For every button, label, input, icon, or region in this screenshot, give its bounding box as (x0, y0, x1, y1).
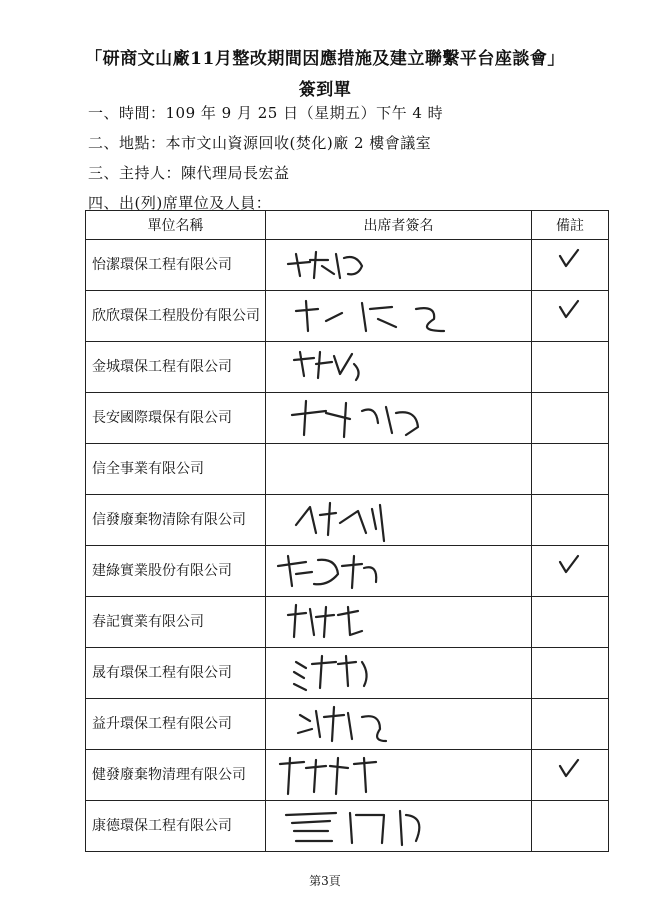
note-cell (532, 597, 609, 648)
unit-name: 健發廢棄物清理有限公司 (86, 750, 266, 801)
table-row (86, 597, 609, 648)
table-row (86, 495, 609, 546)
note-cell (532, 750, 609, 801)
table-row (86, 648, 609, 699)
info-host: 三、主持人：陳代理局長宏益 (88, 164, 290, 182)
table-row (86, 444, 609, 495)
handwritten-signature (266, 342, 532, 392)
table-row (86, 342, 609, 393)
unit-name: 建綠實業股份有限公司 (86, 546, 266, 597)
column-header-signature: 出席者簽名 (266, 211, 532, 240)
handwritten-signature (266, 393, 532, 443)
note-cell (532, 495, 609, 546)
signature-cell (266, 291, 532, 342)
handwritten-signature (266, 699, 532, 749)
handwritten-signature (266, 546, 532, 596)
signature-cell (266, 495, 532, 546)
note-cell (532, 648, 609, 699)
signature-cell (266, 648, 532, 699)
note-cell (532, 444, 609, 495)
handwritten-signature (266, 240, 532, 290)
unit-name: 春記實業有限公司 (86, 597, 266, 648)
note-cell (532, 342, 609, 393)
attendance-table (85, 210, 609, 852)
unit-name: 信發廢棄物清除有限公司 (86, 495, 266, 546)
info-attendees: 四、出(列)席單位及人員： (88, 194, 272, 212)
table-row (86, 801, 609, 852)
unit-name: 怡潔環保工程有限公司 (86, 240, 266, 291)
column-header-note: 備註 (532, 211, 609, 240)
note-cell (532, 393, 609, 444)
unit-name: 長安國際環保有限公司 (86, 393, 266, 444)
signature-cell (266, 342, 532, 393)
info-location: 二、地點：本市文山資源回收(焚化)廠 2 樓會議室 (88, 134, 432, 152)
table-row (86, 393, 609, 444)
unit-name: 康德環保工程有限公司 (86, 801, 266, 852)
table-row (86, 546, 609, 597)
unit-name: 晟有環保工程有限公司 (86, 648, 266, 699)
signature-cell (266, 444, 532, 495)
page-number: 第3頁 (309, 874, 341, 888)
unit-name: 信全事業有限公司 (86, 444, 266, 495)
unit-name: 欣欣環保工程股份有限公司 (86, 291, 266, 342)
table-row (86, 750, 609, 801)
signature-cell (266, 546, 532, 597)
check-mark-icon (557, 756, 581, 780)
attendance-rows (86, 240, 609, 852)
handwritten-signature (266, 750, 532, 800)
note-cell (532, 240, 609, 291)
table-row (86, 699, 609, 750)
note-cell (532, 291, 609, 342)
note-cell (532, 801, 609, 852)
unit-name: 益升環保工程有限公司 (86, 699, 266, 750)
table-row (86, 291, 609, 342)
signature-cell (266, 393, 532, 444)
handwritten-signature (266, 291, 532, 341)
note-cell (532, 699, 609, 750)
signature-cell (266, 240, 532, 291)
handwritten-signature (266, 597, 532, 647)
handwritten-signature (266, 801, 532, 851)
unit-name: 金城環保工程有限公司 (86, 342, 266, 393)
info-time: 一、時間：109 年 9 月 25 日（星期五）下午 4 時 (88, 104, 444, 122)
check-mark-icon (557, 246, 581, 270)
signature-cell (266, 750, 532, 801)
document-title: 「研商文山廠11月整改期間因應措施及建立聯繫平台座談會」 (85, 49, 565, 69)
handwritten-signature (266, 495, 532, 545)
column-header-unit: 單位名稱 (86, 211, 266, 240)
table-header-row (86, 211, 609, 240)
note-cell (532, 546, 609, 597)
signature-cell (266, 699, 532, 750)
handwritten-signature (266, 648, 532, 698)
check-mark-icon (557, 297, 581, 321)
signature-cell (266, 597, 532, 648)
check-mark-icon (557, 552, 581, 576)
signature-cell (266, 801, 532, 852)
table-row (86, 240, 609, 291)
document-subtitle: 簽到單 (298, 80, 352, 100)
